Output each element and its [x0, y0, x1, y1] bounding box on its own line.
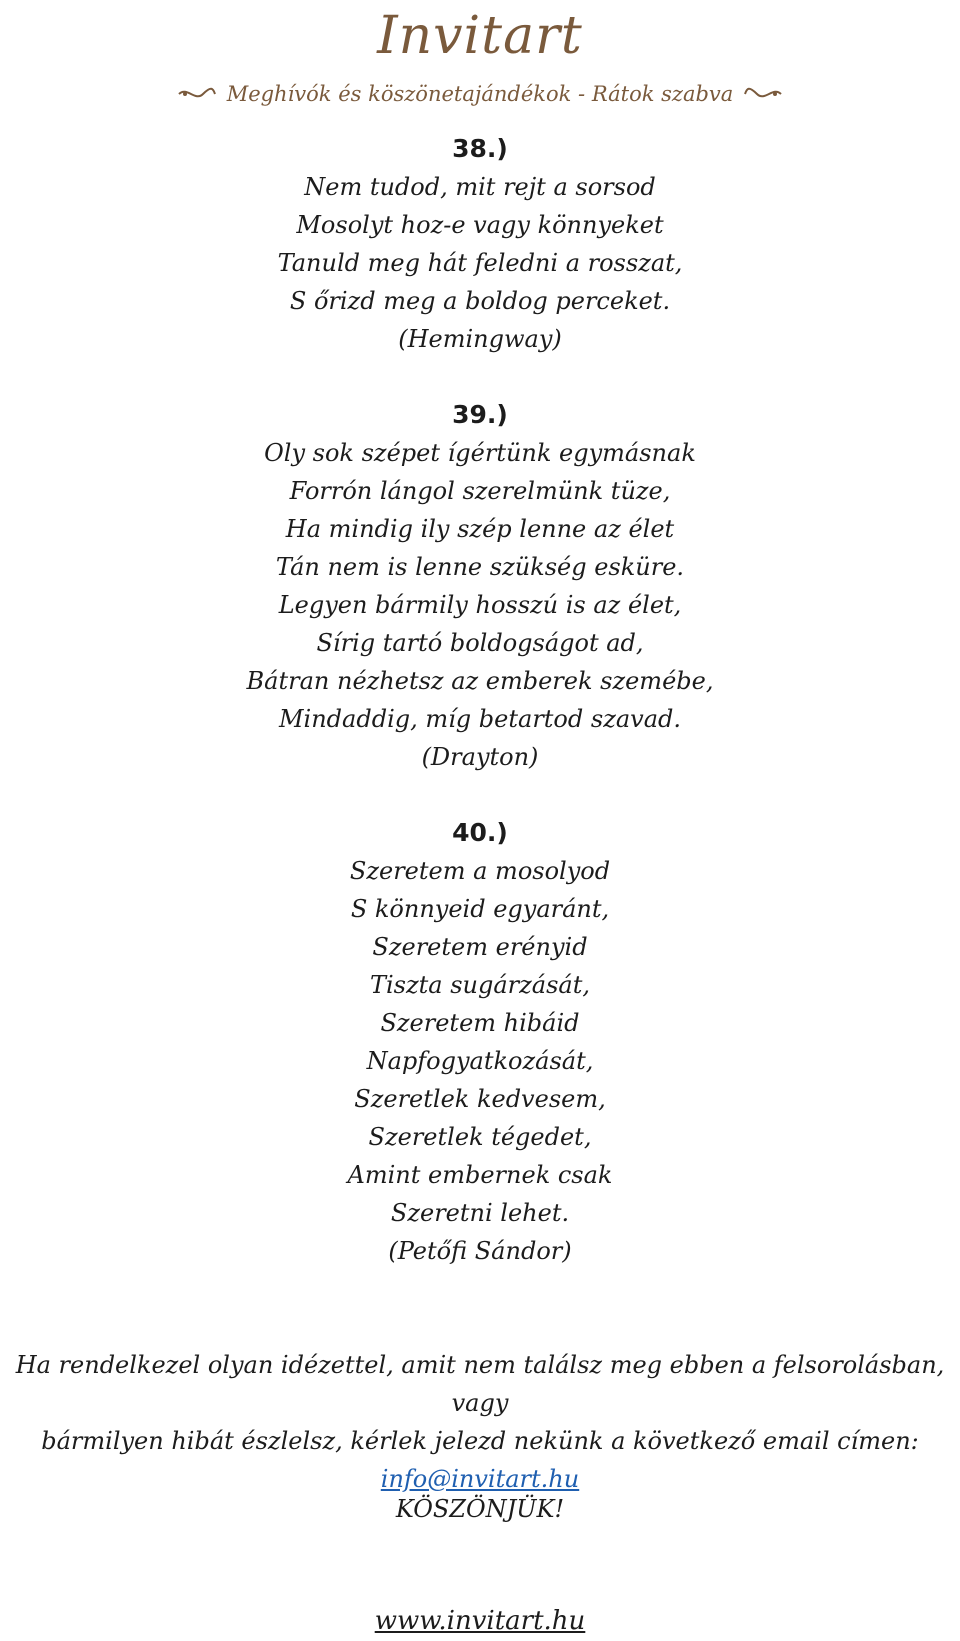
- email-link[interactable]: info@invitart.hu: [380, 1465, 580, 1493]
- quote-author: (Petőfi Sándor): [388, 1237, 572, 1265]
- quote-line: Sírig tartó boldogságot ad,: [316, 629, 644, 657]
- tagline: Meghívók és köszönetajándékok - Rátok szabva: [226, 82, 734, 106]
- quote-line: Napfogyatkozását,: [366, 1047, 594, 1075]
- footer-note: [0, 1346, 960, 1498]
- quote-line: Ha mindig ily szép lenne az élet: [285, 515, 675, 543]
- quote-line: Forrón lángol szerelmünk tüze,: [289, 477, 671, 505]
- quote-line: S könnyeid egyaránt,: [350, 895, 610, 923]
- quote-line: Bátran nézhetsz az emberek szemébe,: [246, 667, 714, 695]
- thanks-text: KÖSZÖNJÜK!: [395, 1495, 565, 1523]
- quote-line: Tanuld meg hát feledni a rosszat,: [277, 249, 683, 277]
- quote-number: 39.): [452, 400, 508, 429]
- footer-note-line: Ha rendelkezel olyan idézettel, amit nem találsz meg ebben a felsorolásban, vagy: [15, 1351, 945, 1417]
- quote-line: Szeretlek kedvesem,: [354, 1085, 606, 1113]
- quote-line: S őrizd meg a boldog perceket.: [289, 287, 671, 315]
- quote-line: Szeretem hibáid: [380, 1009, 580, 1037]
- quote-line: Nem tudod, mit rejt a sorsod: [304, 173, 656, 201]
- quote-line: Amint embernek csak: [347, 1161, 613, 1189]
- left-flourish-icon: [177, 84, 217, 104]
- website-link[interactable]: www.invitart.hu: [374, 1606, 586, 1636]
- quote-line: Tán nem is lenne szükség esküre.: [275, 553, 685, 581]
- quote-38: [0, 130, 960, 358]
- brand-logo-text: Invitart: [377, 6, 583, 66]
- quote-line: Szeretem a mosolyod: [349, 857, 611, 885]
- quote-line: Tiszta sugárzását,: [370, 971, 590, 999]
- quote-author: (Hemingway): [398, 325, 562, 353]
- tagline-row: [0, 82, 960, 106]
- quotes-list: [0, 130, 960, 1308]
- quote-line: Szeretni lehet.: [390, 1199, 570, 1227]
- quote-line: Szeretem erényid: [372, 933, 588, 961]
- quote-line: Mosolyt hoz-e vagy könnyeket: [296, 211, 664, 239]
- footer-note-line: bármilyen hibát észlelsz, kérlek jelezd nekünk a következő email címen:: [41, 1427, 919, 1455]
- quote-line: Mindaddig, míg betartod szavad.: [278, 705, 682, 733]
- quote-number: 38.): [452, 134, 508, 163]
- quote-line: Oly sok szépet ígértünk egymásnak: [264, 439, 696, 467]
- quote-author: (Drayton): [421, 743, 539, 771]
- quote-line: Legyen bármily hosszú is az élet,: [278, 591, 682, 619]
- page-header: [0, 0, 960, 120]
- right-flourish-icon: [743, 84, 783, 104]
- quote-number: 40.): [452, 818, 508, 847]
- quote-39: [0, 396, 960, 776]
- quote-40: [0, 814, 960, 1270]
- quote-line: Szeretlek tégedet,: [368, 1123, 592, 1151]
